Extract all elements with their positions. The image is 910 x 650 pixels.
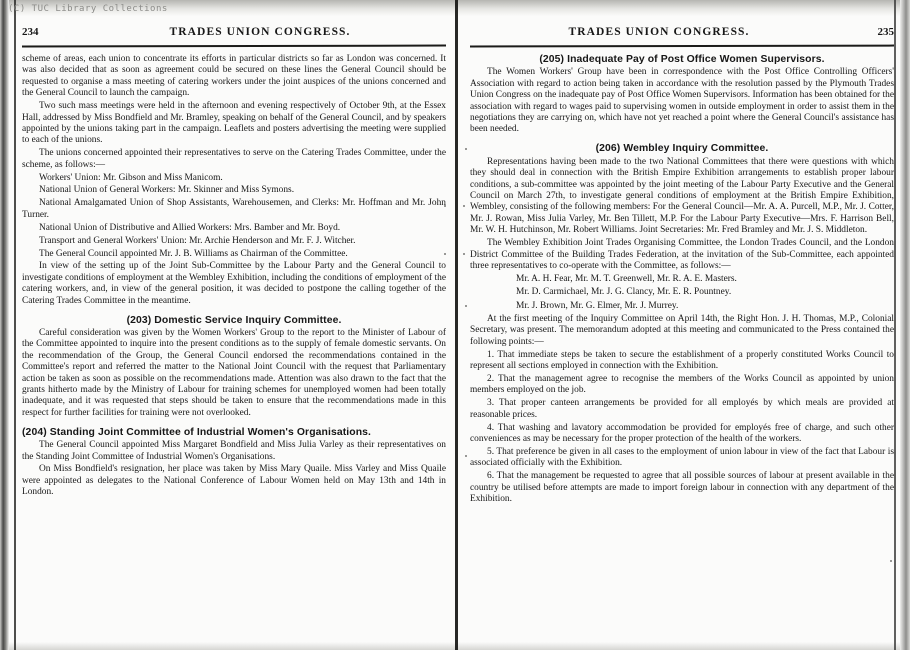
scan-speck bbox=[463, 205, 465, 207]
body-paragraph: 5. That preference be given in all cases to the employment of union labour in view of the fact that Labour is associated officially with the Exhibition. bbox=[470, 447, 894, 469]
body-paragraph: At the first meeting of the Inquiry Committee on April 14th, the Right Hon. J. H. Thomas, M.P., Colonial Secretary, was present. The memorandum adopted at this meeting and communicated to the Press contained the following points:— bbox=[470, 314, 894, 347]
body-paragraph: The General Council appointed Miss Margaret Bondfield and Miss Julia Varley as their representatives on the Standing Joint Committee of Industrial Women's Organisations. bbox=[22, 440, 446, 462]
body-paragraph: 3. That proper canteen arrangements be provided for all employés by which meals are provided at reasonable prices. bbox=[470, 398, 894, 420]
scan-left-edge-artifact bbox=[0, 0, 9, 650]
body-paragraph: Representations having been made to the two National Committees that there were questions with which they should deal in connection with the British Empire Exhibition arrangements to establish proper labour conditions, a sub-committee was appointed by the joint meeting of the Labour Party Executive and the General Council on March 27th, to investigate general conditions of employment at the British Empire Exhibition, Wembley, consisting of the following members: For the General Council—Mr. A. A. Purcell, M.P., Mr. J. Cotter, Mr. J. Rowan, Miss Julia Varley, Mr. Ben Tillett, M.P. For the Labour Party Executive—Mrs. F. Harrison Bell, Mr. W. H. Hutchinson, Mr. Robert Williams. Joint Secretaries: Mr. Fred Bramley and Mr. J. S. Middleton. bbox=[470, 156, 894, 236]
scan-speck bbox=[465, 148, 467, 150]
left-page bbox=[22, 26, 446, 646]
representative-name-line: Mr. D. Carmichael, Mr. J. G. Clancy, Mr. E. R. Pountney. bbox=[516, 287, 732, 298]
library-watermark: (C) TUC Library Collections bbox=[8, 4, 168, 14]
body-paragraph: National Union of General Workers: Mr. Skinner and Miss Symons. bbox=[39, 185, 295, 196]
right-page-body bbox=[470, 54, 894, 507]
left-running-title: TRADES UNION CONGRESS. bbox=[169, 26, 351, 38]
body-paragraph: The Women Workers' Group have been in correspondence with the Post Office Controlling Officers' Association with regard to action being taken in accordance with the resolution passed by the Plymouth Trades Union Congress on the inadequate pay of Post Office Women Supervisors. Information has been obtained for the association with regard to wages paid to supervising women in outside employment in order to assist them in the negotiations they are carrying on, which have not yet reached a point where the General Council's assistance has been needed. bbox=[470, 67, 894, 135]
body-paragraph: Workers' Union: Mr. Gibson and Miss Manicom. bbox=[39, 172, 223, 183]
body-paragraph: 2. That the management agree to recognise the members of the Works Council as appointed by union members employed on the job. bbox=[470, 374, 894, 396]
body-paragraph: Two such mass meetings were held in the afternoon and evening respectively of October 9th, at the Essex Hall, addressed by Miss Bondfield and Mr. Bramley, speaking on behalf of the General Council, and by speakers appointed by the unions taking part in the campaign. Leaflets and posters advertising the meeting were supplied to each of the unions. bbox=[22, 101, 446, 146]
body-paragraph: In view of the setting up of the Joint Sub-Committee by the Labour Party and the General Council to investigate conditions of employment at the Wembley Exhibition, including the conditions of employment of the catering workers, and, in view of the general position, it was decided to postpone the calling together of the Catering Trades Committee in the meantime. bbox=[22, 261, 446, 306]
scan-speck bbox=[463, 253, 465, 255]
representative-name-line: Mr. A. H. Fear, Mr. M. T. Greenwell, Mr. R. A. E. Masters. bbox=[516, 273, 737, 284]
right-page bbox=[470, 26, 894, 646]
body-paragraph: 1. That immediate steps be taken to secure the establishment of a properly constituted Works Council to represent all sections employed in connection with the Exhibition. bbox=[470, 349, 894, 372]
right-running-head bbox=[470, 26, 894, 42]
left-page-body bbox=[22, 54, 446, 500]
book-gutter-line bbox=[455, 0, 458, 650]
section-heading: (203) Domestic Service Inquiry Committee. bbox=[126, 314, 342, 326]
scan-speck bbox=[465, 305, 467, 307]
body-paragraph: 6. That the management be requested to agree that all possible sources of labour at present available in the country be utilised before attempts are made to import foreign labour in connection with any department of the Exhibition. bbox=[470, 471, 894, 505]
body-paragraph: scheme of areas, each union to concentrate its efforts in particular districts so far as London was concerned. It was also decided that as soon as agreement could be secured on these lines the General Council should be requested to organise a mass meeting of catering workers under the joint auspices of the unions concerned and the General Council to launch the campaign. bbox=[22, 54, 446, 99]
right-page-folio: 235 bbox=[877, 26, 894, 38]
right-running-title: TRADES UNION CONGRESS. bbox=[568, 26, 750, 38]
body-paragraph: The General Council appointed Mr. J. B. Williams as Chairman of the Committee. bbox=[39, 248, 348, 259]
left-page-border-line bbox=[14, 0, 16, 650]
body-paragraph: On Miss Bondfield's resignation, her place was taken by Miss Mary Quaile. Miss Varley and Miss Quaile were appointed as delegates to the National Conference of Labour Women held on May 13th and 14th in London. bbox=[22, 464, 446, 498]
scan-right-edge-artifact bbox=[900, 0, 910, 650]
representative-name-line: Mr. J. Brown, Mr. G. Elmer, Mr. J. Murrey. bbox=[516, 300, 679, 311]
body-paragraph: The unions concerned appointed their representatives to serve on the Catering Trades Committee, under the scheme, as follows:— bbox=[22, 148, 446, 170]
right-page-border-line bbox=[894, 0, 896, 650]
section-heading: (204) Standing Joint Committee of Industrial Women's Organisations. bbox=[22, 426, 372, 438]
body-paragraph: National Union of Distributive and Allied Workers: Mrs. Bamber and Mr. Boyd. bbox=[39, 222, 341, 233]
left-head-rule bbox=[22, 45, 446, 48]
section-heading: (206) Wembley Inquiry Committee. bbox=[595, 143, 769, 155]
section-heading: (205) Inadequate Pay of Post Office Women Supervisors. bbox=[539, 54, 825, 65]
body-paragraph: National Amalgamated Union of Shop Assistants, Warehousemen, and Clerks: Mr. Hoffman and Mr. John Turner. bbox=[22, 198, 446, 220]
left-page-folio: 234 bbox=[22, 26, 39, 38]
body-paragraph: The Wembley Exhibition Joint Trades Organising Committee, the London Trades Council, and the London District Committee of the Building Trades Federation, at the invitation of the Sub-Committee, each appointed three representatives to co-operate with the Committee, as follows:— bbox=[470, 238, 894, 271]
body-paragraph: Careful consideration was given by the Women Workers' Group to the report to the Minister of Labour of the Committee appointed to inquire into the present conditions as to the supply of female domestic servants. On the recommendation of the Group, the General Council endorsed the recommendations contained in the Committee's report and referred the matter to the National Joint Council with the request that Parliamentary action be taken as soon as possible on the recommendations made. Attention was also drawn to the fact that the grants hitherto made by the Ministry of Labour for training schemes for unemployed women had been totally inadequate, and it was requested that steps should be taken to ensure that the recommendations made in this respect for further facilities for training were not overlooked. bbox=[22, 327, 446, 418]
right-head-rule bbox=[470, 45, 894, 48]
left-running-head bbox=[22, 26, 446, 42]
scan-speck bbox=[465, 455, 467, 457]
body-paragraph: 4. That washing and lavatory accommodation be provided for employés free of charge, and such other conveniences as may be necessary for the proper protection of the health of the workers. bbox=[470, 422, 894, 445]
body-paragraph: Transport and General Workers' Union: Mr. Archie Henderson and Mr. F. J. Witcher. bbox=[39, 235, 356, 246]
